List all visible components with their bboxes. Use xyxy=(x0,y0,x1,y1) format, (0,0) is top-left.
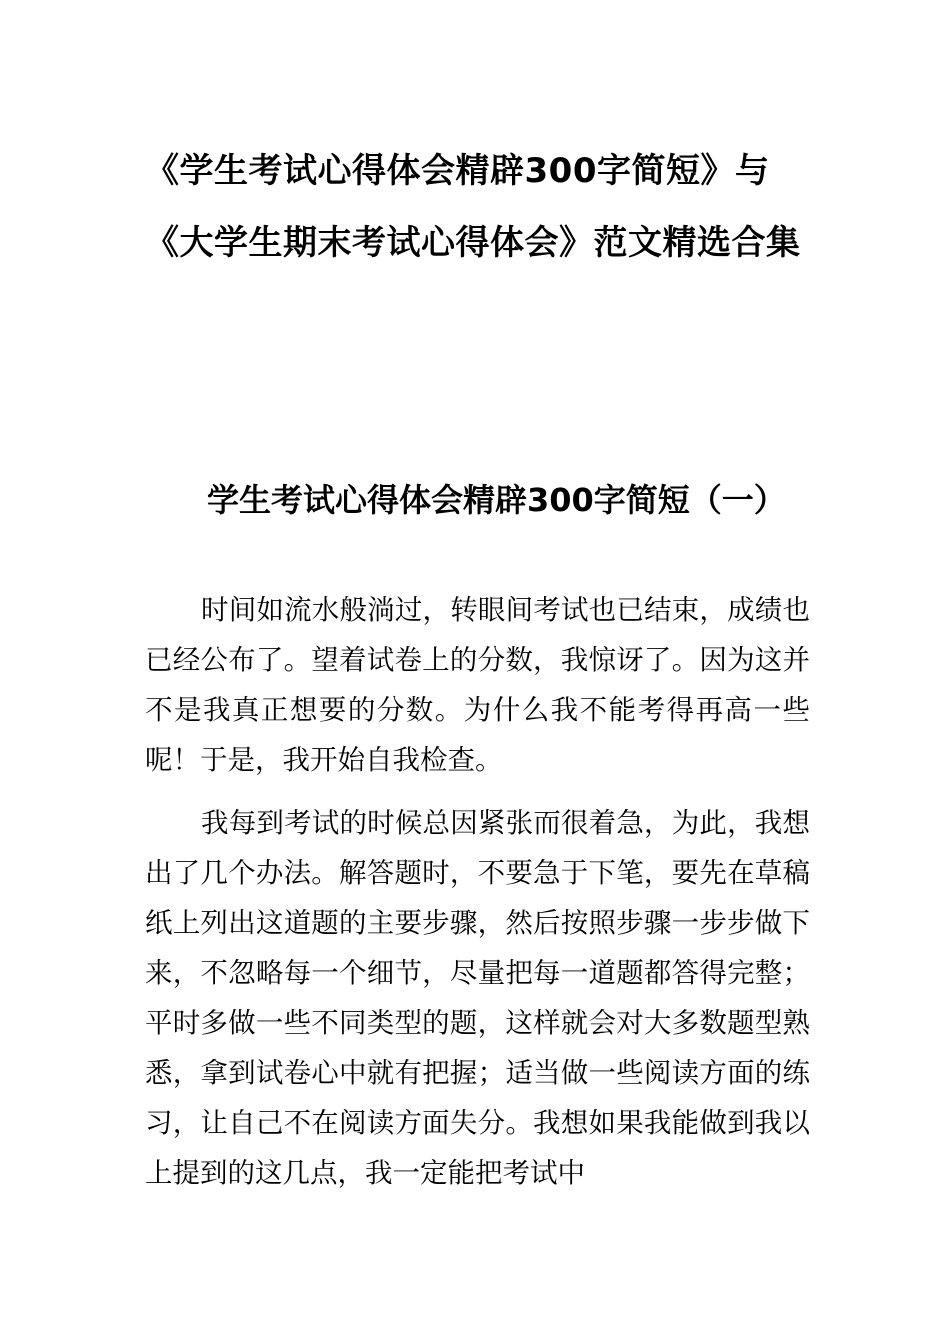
section-heading: 学生考试心得体会精辟300字简短（一） xyxy=(207,481,786,519)
paragraph-1: 时间如流水般淌过，转眼间考试也已结束，成绩也已经公布了。望着试卷上的分数，我惊讶了。因为这并不是我真正想要的分数。为什么我不能考得再高一些呢！于是，我开始自我检查。 xyxy=(145,594,810,776)
body-text xyxy=(145,585,810,1211)
paragraph-2: 我每到考试的时候总因紧张而很着急，为此，我想出了几个办法。解答题时，不要急于下笔，要先在草稿纸上列出这道题的主要步骤，然后按照步骤一步步做下来，不忽略每一个细节，尽量把每一道题都答得完整；平时多做一些不同类型的题，这样就会对大多数题型熟悉，拿到试卷心中就有把握；适当做一些阅读方面的练习，让自己不在阅读方面失分。我想如果我能做到我以上提到的这几点，我一定能把考试中 xyxy=(145,807,810,1189)
document-title: 《学生考试心得体会精辟300字简短》与《大学生期末考试心得体会》范文精选合集 xyxy=(145,151,801,263)
